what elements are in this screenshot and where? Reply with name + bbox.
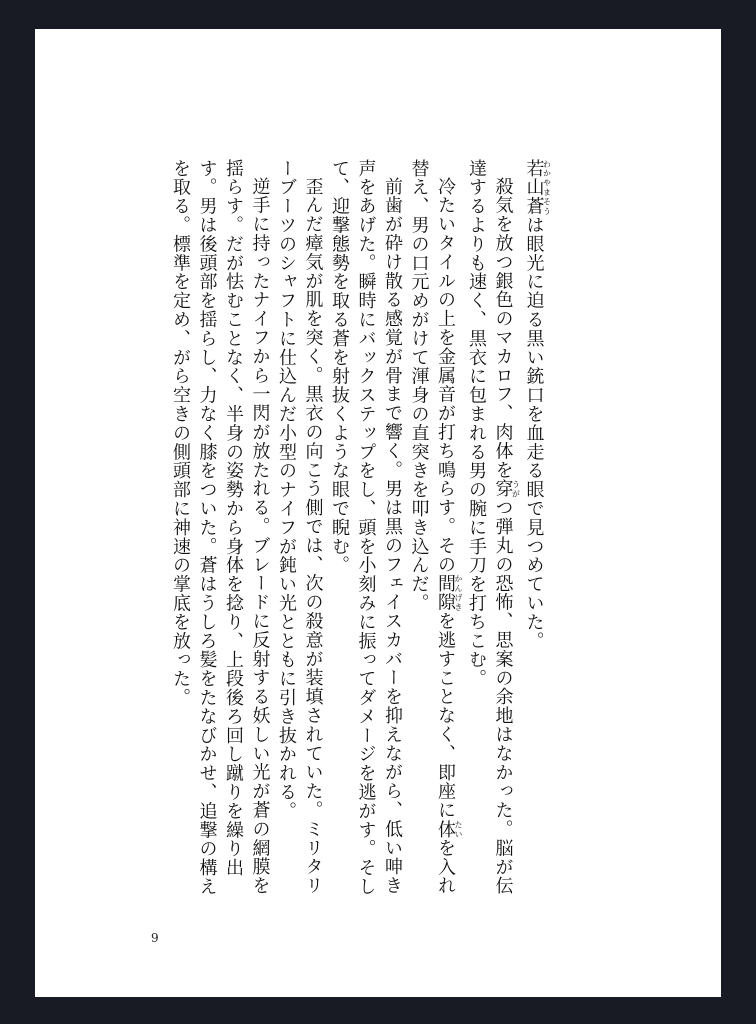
ruby-base: 穿: [492, 479, 514, 499]
ruby-annotated-word: [492, 479, 521, 499]
paragraph: [167, 159, 273, 909]
text-segment: つ弾丸の恐怖、思案の余地はなかった。脳が伝達するよりも速く、黒衣に包まれる男の腕に手刀を打ちこむ。: [466, 159, 514, 896]
vertical-text-body: [153, 159, 551, 909]
text-segment: 歪んだ瘴気が肌を突く。黒衣の向こう側では、次の殺意が装填されていた。ミリタリーブーツのシャフトに仕込んだ小型のナイフが鈍い光とともに引き抜かれる。: [276, 159, 324, 896]
paragraph: [326, 159, 406, 909]
text-segment: は眼光に迫る黒い銃口を血走る眼で見つめていた。: [523, 215, 545, 651]
text-segment: 前歯が砕け散る感覚が骨まで響く。男は黒のフェイスカバーを抑えながら、低い呻き声をあげた。瞬時にバックステップをし、頭を小刻みに振ってダメージを逃がす。そして、迎撃態勢を取る蒼を射抜くような眼で睨む。: [329, 159, 403, 897]
ruby-base: 体: [435, 819, 456, 839]
ruby-annotated-word: [523, 159, 552, 216]
text-segment: を逃すことなく、即座に: [435, 611, 456, 820]
text-segment: 逆手に持ったナイフから一閃が放たれる。ブレードに反射する妖しい光が蒼の網膜を揺らす。だが怯むことなく、半身の姿勢から身体を捻り、上段後ろ回し蹴りを繰り出す。男は後頭部を揺らし、力なく膝をついた。蒼はうしろ髪をたなびかせ、追撃の構えを取る。標準を定め、がら空きの側頭部に神速の掌底を放った。: [170, 159, 271, 897]
ruby-reading: かんげき: [454, 573, 463, 612]
paragraph: [405, 159, 463, 909]
text-segment: 冷たいタイルの上を金属音が打ち鳴らす。その: [435, 177, 456, 574]
text-segment: を入れ替え、男の口元めがけて渾身の直突きを叩き込んだ。: [408, 159, 456, 896]
ruby-reading: わかやまそう: [542, 159, 552, 216]
ruby-annotated-word: [435, 819, 463, 839]
ruby-annotated-word: [435, 573, 463, 612]
paragraph: [463, 159, 521, 909]
book-page: [35, 29, 721, 997]
text-segment: 殺気を放つ銀色のマカロフ、肉体を: [492, 177, 514, 480]
ruby-reading: うが: [511, 479, 521, 499]
ruby-base: 間隙: [435, 573, 456, 612]
ruby-reading: たい: [454, 819, 463, 839]
ruby-base: 若山蒼: [523, 159, 545, 216]
page-number: 9: [151, 931, 159, 945]
paragraph: [520, 159, 551, 909]
paragraph: [273, 159, 326, 909]
